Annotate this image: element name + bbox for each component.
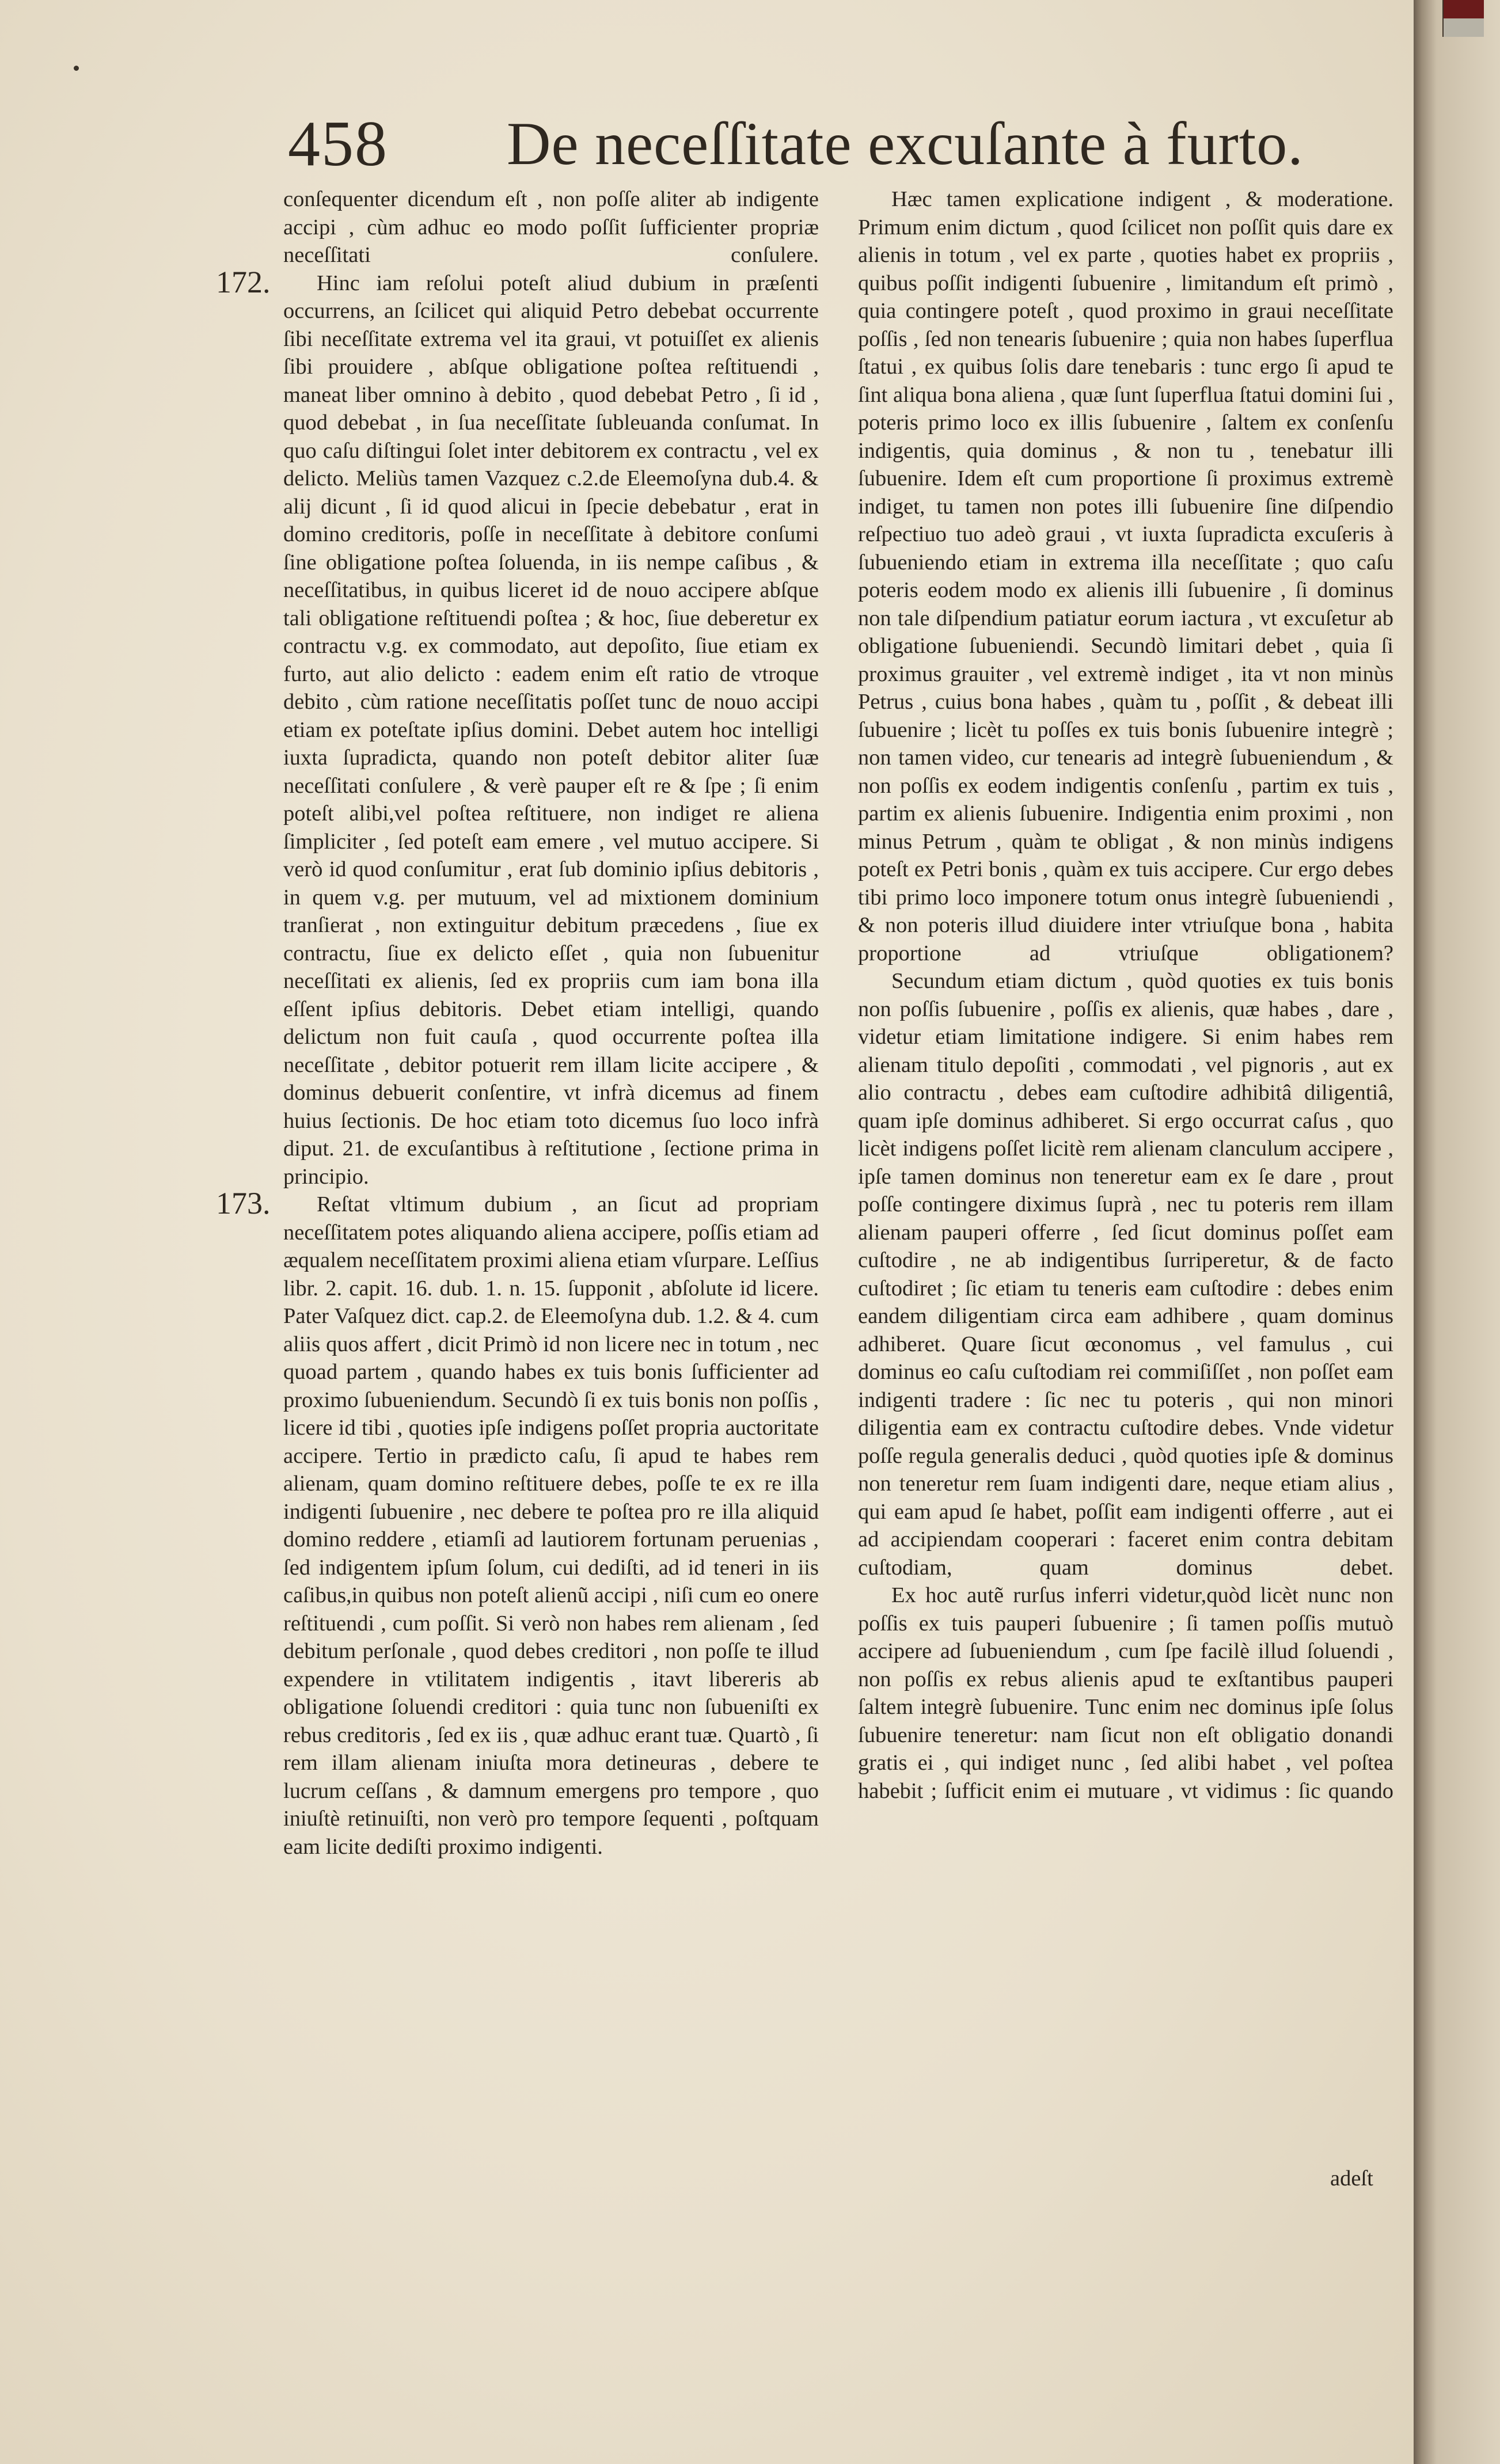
catchword: adeſt xyxy=(1330,2166,1373,2191)
marginal-number: 173. xyxy=(216,1186,271,1220)
left-column xyxy=(216,185,819,1861)
page-header xyxy=(288,109,1324,184)
paragraph xyxy=(216,264,819,1191)
paragraph xyxy=(858,1581,1393,1805)
ink-spot xyxy=(74,66,79,71)
paragraph-text: Hinc iam reſolui poteſt aliud dubium in præſenti occurrens, an ſcilicet qui aliquid Petro debebat occurrente ſibi neceſſitate extrema vel ita graui, vt potuiſſet ex alienis ſibi prouidere , abſque obligatione poſtea reſtituendi , maneat liber omnino à debito , quod debebat Petro , ſi id , quod debebat , in ſua neceſſitate ſubleuanda conſumat. In quo caſu diſtingui ſolet inter debitorem ex contractu , vel ex delicto. Meliùs tamen Vazquez c.2.de Eleemoſyna dub.4. & alij dicunt , ſi id quod alicui in ſpecie debebatur , erat in domino creditoris, poſſe in neceſſitate à debitore conſumi ſine obligatione poſtea ſoluenda, in iis nempe caſibus , & neceſſitatibus, in quibus liceret id de nouo accipere abſque tali obligatione reſtituendi poſtea ; & hoc, ſiue deberetur ex contractu v.g. ex commodato, aut depoſito, ſiue etiam ex furto, aut alio delicto : eadem enim eſt ratio de vtroque debito , cùm ratione neceſſitatis poſſet tunc de nouo accipi etiam ex poteſtate ipſius domini. Debet autem hoc intelligi iuxta ſupradicta, quando non poteſt debitor aliter ſuæ neceſſitati conſulere , & verè pauper eſt re & ſpe ; ſi enim poteſt alibi,vel poſtea reſtituere, non indiget re aliena ſimpliciter , ſed poteſt eam emere , vel mutuo accipere. Si verò id quod conſumitur , erat ſub dominio ipſius debitoris , in quem v.g. per mutuum, vel ad mixtionem dominium tranſierat , non extinguitur debitum præcedens , ſiue ex contractu, ſiue ex delicto eſſet , quia non ſubuenitur neceſſitati ex alienis, ſed ex propriis cum iam bona illa eſſent ipſius debitoris. Debet etiam intelligi, quando delictum non fuit cauſa , quod occurrente poſtea illa neceſſitate , debitor potuerit rem illam licite accipere , & dominus debuerit conſentire, vt infrà dicemus ad finem huius ſectionis. De hoc etiam toto dicemus ſuo loco infrà diput. 21. de excuſantibus à reſtitutione , ſectione prima in principio. xyxy=(283,271,819,1189)
paragraph-text: Ex hoc autẽ rurſus inferri videtur,quòd licèt nunc non poſſis ex tuis pauperi ſubuenire ; ſi tamen poſſis mutuò accipere ad ſubueniendum , cum ſpe facilè illud ſoluendi , non poſſis ex rebus alienis apud te exſtantibus pauperi ſaltem integrè ſubuenire. Tunc enim nec dominus ipſe ſolus ſubuenire teneretur: nam ſicut non eſt obligatio donandi gratis ei , qui indiget nunc , ſed alibi habet , vel poſtea habebit ; ſufficit enim ei mutuare , vt vidimus : ſic quando xyxy=(858,1583,1393,1803)
right-column xyxy=(858,185,1393,1805)
paragraph-text: Hæc tamen explicatione indigent , & moderatione. Primum enim dictum , quod ſcilicet non poſſit quis dare ex alienis in totum , vel ex parte , quoties habet ex propriis , quibus poſſit indigenti ſubuenire , limitandum eſt primò , quia contingere poteſt , quod proximo in graui neceſſitate poſſis , ſed non tenearis ſubuenire ; quia non habes ſuperflua ſtatui , ex quibus ſolis dare tenebaris : tunc ergo ſi apud te ſint aliqua bona aliena , quæ ſunt ſuperflua ſtatui domini ſui , poteris primo loco ex illis ſubuenire , ſaltem ex conſenſu indigentis, quia dominus , & non tu , tenebatur illi ſubuenire. Idem eſt cum proportione ſi proximus extremè indiget, tu tamen non potes illi ſubuenire ſine diſpendio reſpectiuo tuo adeò graui , vt iuxta ſupradicta excuſeris à ſubueniendo etiam in extrema illa neceſſitate ; quo caſu poteris eodem modo ex alienis illi ſubuenire , ſi dominus non tale diſpendium patiatur eorum iactura , vt excuſetur ab obligatione ſubueniendi. Secundò limitari debet , quia ſi proximus grauiter , vel extremè indiget , ita vt non minùs Petrus , cuius bona habes , quàm tu , poſſit , & debeat illi ſubuenire ; licèt tu poſſes ex tuis bonis ſubuenire integrè ; non tamen video, cur tenearis ad integrè ſubueniendum , & non poſſis ex eodem indigentis conſenſu , partim ex tuis , partim ex alienis ſubuenire. Indigentia enim proximi , non minus Petrum , quàm te obligat , & non minùs indigens poteſt ex Petri bonis , quàm ex tuis accipere. Cur ergo debes tibi primo loco imponere totum onus integrè ſubueniendi , & non poteris illud diuidere inter vtriuſque bona , habita proportione ad vtriuſque obligationem? xyxy=(858,187,1393,965)
paragraph-text: Reſtat vltimum dubium , an ſicut ad propriam neceſſitatem potes aliquando aliena accipere, poſſis etiam ad æqualem neceſſitatem proximi aliena etiam vſurpare. Leſſius libr. 2. capit. 16. dub. 1. n. 15. ſupponit , abſolute id licere. Pater Vaſquez dict. cap.2. de Eleemoſyna dub. 1.2. & 4. cum aliis quos affert , dicit Primò id non licere nec in totum , nec quoad partem , quando habes ex tuis bonis ſufficienter ad proximo ſubueniendum. Secundò ſi ex tuis bonis non poſſis , licere id tibi , quoties ipſe indigens poſſet propria auctoritate accipere. Tertio in prædicto caſu, ſi apud te habes rem alienam, quam domino reſtituere debes, poſſe te ex re illa indigenti ſubuenire , nec debere te poſtea pro re illa aliquid domino reddere , etiamſi ad lautiorem fortunam peruenias , ſed indigentem ipſum ſolum, cui dediſti, ad id teneri in iis caſibus,in quibus non poteſt alienũ accipi , niſi cum eo onere reſtituendi , cum poſſit. Si verò non habes rem alienam , ſed debitum perſonale , quod debes creditori , non poſſe te illud expendere in vtilitatem indigentis , itavt libereris ab obligatione ſoluendi creditori : quia tunc non ſubueniſti ex rebus creditoris , ſed ex iis , quæ adhuc erant tuæ. Quartò , ſi rem illam alienam iniuſta mora detineuras , debere te lucrum ceſſans , & damnum emergens pro tempore , quo iniuſtè retinuiſti, non verò pro tempore ſequenti , poſtquam eam licite dediſti proximo indigenti. xyxy=(283,1192,819,1859)
color-calibration-tab xyxy=(1442,0,1484,37)
page-number: 458 xyxy=(288,108,388,180)
paragraph xyxy=(216,1186,819,1861)
adjacent-page-edge xyxy=(1414,0,1500,2464)
paragraph-text: conſequenter dicendum eſt , non poſſe aliter ab indigente accipi , cùm adhuc eo modo poſſit ſufficienter propriæ neceſſitati conſulere. xyxy=(283,187,819,267)
paragraph xyxy=(858,185,1393,967)
marginal-number: 172. xyxy=(216,264,271,299)
paragraph-text: Secundum etiam dictum , quòd quoties ex tuis bonis non poſſis ſubuenire , poſſis ex alienis, quæ habes , dare , videtur etiam limitatione indigere. Si enim habes rem alienam titulo depoſiti , commodati , vel pignoris , aut ex alio contractu , debes eam cuſtodire adhibitâ diligentiâ, quam ipſe dominus adhiberet. Si ergo occurrat caſus , quo licèt indigens poſſet licitè rem alienam clanculum accipere , ipſe tamen dominus non teneretur eam ex ſe dare , prout poſſe contingere diximus ſuprà , nec tu poteris rem illam alienam pauperi offerre , ſed ſicut dominus poſſet eam cuſtodire , ne ab indigentibus ſurriperetur, & de facto cuſtodiret ; ſic etiam tu teneris eam cuſtodire : debes enim eandem diligentiam circa eam adhibere , quam dominus adhiberet. Quare ſicut œconomus , vel famulus , cui dominus eo caſu cuſtodiam rei commiſiſſet , non poſſet eam indigenti tradere : ſic nec tu poteris , qui non minori diligentia eam ex contractu cuſtodire debes. Vnde videtur poſſe regula generalis deduci , quòd quoties ipſe & dominus non teneretur rem ſuam indigenti dare, neque etiam alius , qui eam apud ſe habet, poſſit eam indigenti offerre , aut ei ad accipiendam cooperari : faceret enim contra debitam cuſtodiam, quam dominus debet. xyxy=(858,969,1393,1580)
running-title: De neceſſitate excuſante à furto. xyxy=(507,110,1304,177)
paragraph xyxy=(858,967,1393,1581)
paragraph xyxy=(283,185,819,269)
